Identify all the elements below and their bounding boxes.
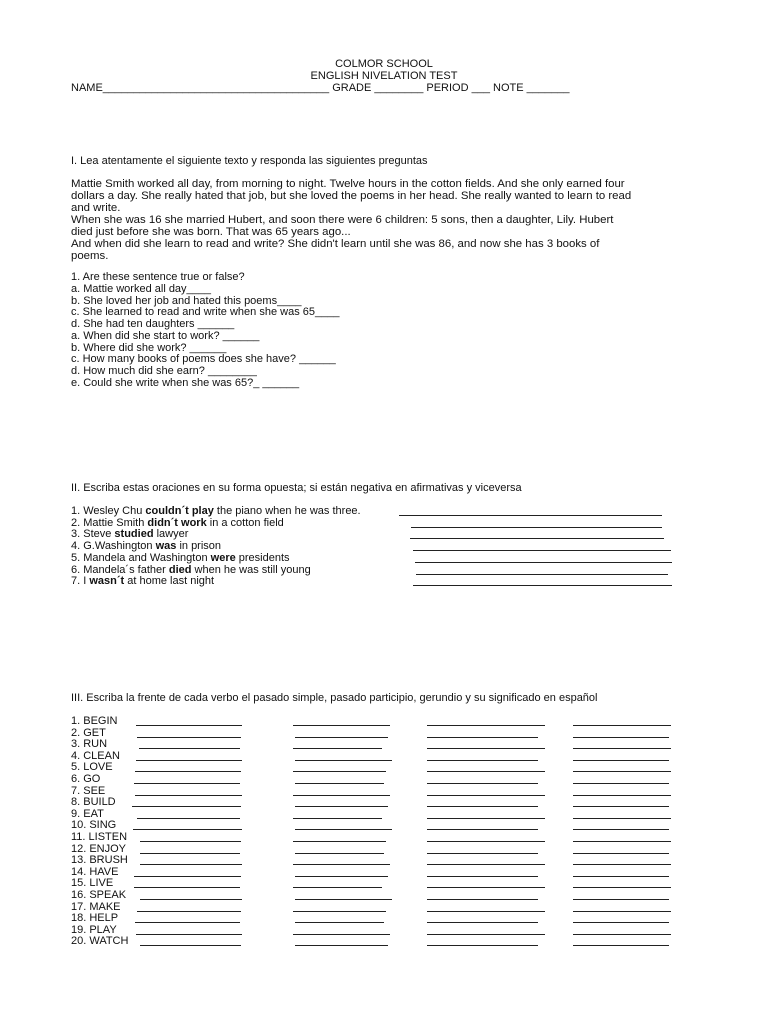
answer-line-gerund[interactable] [427, 945, 538, 946]
verb-highlight: was [155, 540, 177, 553]
answer-line-gerund[interactable] [427, 806, 538, 807]
verb-label: 20. WATCH [71, 935, 129, 948]
sentence-text: in a cotton field [206, 516, 284, 529]
verb-label: 14. HAVE [71, 865, 119, 878]
sentence-text: in prison [176, 540, 222, 553]
answer-line-gerund[interactable] [427, 899, 538, 900]
sentence-text: 1. Wesley Chu [71, 505, 146, 517]
answer-line-participle[interactable] [295, 945, 388, 946]
sentence-row [71, 564, 311, 576]
answer-line-past[interactable] [140, 864, 242, 865]
answer-line-past[interactable] [136, 725, 242, 726]
answer-line-past[interactable] [136, 760, 242, 761]
verb-label: 15. LIVE [71, 877, 114, 890]
passage-line: When she was 16 she married Hubert, and soon there were 6 children: 5 sons, then a daughter, Lily. Hubert [71, 214, 614, 226]
answer-line-gerund[interactable] [427, 876, 538, 877]
answer-line-past[interactable] [135, 771, 241, 772]
answer-line-meaning[interactable] [573, 760, 669, 761]
verb-highlight: were [210, 551, 236, 564]
answer-line-past[interactable] [137, 818, 240, 819]
answer-line-meaning[interactable] [573, 922, 669, 923]
answer-line-gerund[interactable] [427, 783, 538, 784]
verb-label: 2. GET [71, 726, 106, 739]
answer-line-participle[interactable] [295, 853, 384, 854]
answer-line-meaning[interactable] [573, 945, 669, 946]
verb-highlight: died [168, 563, 192, 576]
answer-line-participle[interactable] [293, 818, 382, 819]
verb-label: 9. EAT [71, 807, 104, 820]
answer-line-participle[interactable] [293, 771, 386, 772]
section-1-instruction: I. Lea atentamente el siguiente texto y responda las siguientes preguntas [71, 155, 428, 167]
answer-line-meaning[interactable] [573, 934, 671, 935]
answer-line-meaning[interactable] [573, 806, 669, 807]
verb-label: 10. SING [71, 819, 117, 832]
answer-line-gerund[interactable] [427, 795, 545, 796]
verb-highlight: wasn´t [89, 575, 125, 588]
verb-highlight: studied [114, 528, 154, 541]
answer-line-participle[interactable] [295, 829, 392, 830]
question-item: c. She learned to read and write when she was 65____ [71, 306, 340, 319]
passage-line: Mattie Smith worked all day, from morning to night. Twelve hours in the cotton fields. And she only earned four [71, 178, 625, 190]
answer-line-participle[interactable] [295, 899, 392, 900]
verb-label: 3. RUN [71, 738, 108, 751]
answer-line-gerund[interactable] [427, 818, 545, 819]
question-item: b. She loved her job and hated this poems____ [71, 294, 302, 307]
sentence-row [71, 575, 214, 587]
verb-label: 16. SPEAK [71, 889, 127, 901]
answer-line-past[interactable] [133, 829, 242, 830]
verb-label: 19. PLAY [71, 923, 117, 936]
answer-line-participle[interactable] [295, 876, 388, 877]
answer-line-gerund[interactable] [427, 922, 538, 923]
question-item: d. She had ten daughters ______ [71, 318, 235, 331]
answer-line[interactable] [410, 538, 664, 539]
answer-line-meaning[interactable] [573, 737, 669, 738]
answer-line-meaning[interactable] [573, 911, 671, 912]
answer-line-meaning[interactable] [573, 725, 671, 726]
answer-line-gerund[interactable] [427, 864, 545, 865]
answer-line-participle[interactable] [293, 934, 390, 935]
answer-line-participle[interactable] [293, 841, 386, 842]
sentence-text: 4. G.Washington [71, 540, 156, 553]
answer-line-participle[interactable] [295, 806, 388, 807]
verb-label: 11. LISTEN [71, 831, 128, 843]
questions-title: 1. Are these sentence true or false? [71, 271, 245, 283]
answer-line-meaning[interactable] [573, 887, 671, 888]
answer-line-meaning[interactable] [573, 795, 671, 796]
passage-line: And when did she learn to read and write? She didn't learn until she was 86, and now she has 3 books of [71, 238, 600, 250]
answer-line-past[interactable] [134, 887, 240, 888]
question-item: c. How many books of poems does she have? ______ [71, 353, 336, 366]
answer-line-meaning[interactable] [573, 841, 671, 842]
verb-highlight: didn´t work [147, 516, 207, 529]
sentence-row [71, 517, 284, 529]
answer-line[interactable] [399, 515, 662, 516]
answer-line-gerund[interactable] [427, 853, 538, 854]
sentence-text: 6. Mandela´s father [71, 563, 169, 576]
answer-line-past[interactable] [134, 783, 240, 784]
sentence-row [71, 540, 221, 552]
sentence-row [71, 552, 290, 564]
answer-line-past[interactable] [135, 922, 240, 923]
answer-line[interactable] [413, 585, 672, 586]
answer-line-participle[interactable] [293, 911, 386, 912]
sentence-text: 5. Mandela and Washington [71, 551, 211, 564]
answer-line-past[interactable] [137, 737, 241, 738]
verb-highlight: couldn´t play [145, 505, 214, 517]
sentence-row [71, 528, 188, 540]
question-item: b. Where did she work? ______ [71, 341, 227, 354]
answer-line-gerund[interactable] [427, 771, 545, 772]
answer-line-gerund[interactable] [427, 737, 538, 738]
answer-line-past[interactable] [136, 934, 242, 935]
verb-label: 13. BRUSH [71, 854, 128, 867]
passage-line: dollars a day. She really hated that job, but she loved the poems in her head. She really wanted to learn to read [71, 190, 632, 202]
verb-label: 1. BEGIN [71, 715, 118, 727]
sentence-text: the piano when he was three. [213, 505, 361, 517]
answer-line-past[interactable] [140, 945, 241, 946]
answer-line-past[interactable] [139, 748, 240, 749]
answer-line-past[interactable] [132, 806, 241, 807]
answer-line[interactable] [413, 550, 671, 551]
answer-line-past[interactable] [140, 841, 241, 842]
answer-line-gerund[interactable] [427, 748, 545, 749]
answer-line-gerund[interactable] [427, 887, 545, 888]
passage-line: poems. [71, 250, 109, 262]
answer-line-meaning[interactable] [573, 899, 669, 900]
verb-label: 17. MAKE [71, 900, 121, 913]
passage-line: died just before she was born. That was 65 years ago... [71, 226, 351, 238]
test-title: ENGLISH NIVELATION TEST [310, 70, 458, 82]
answer-line[interactable] [415, 562, 672, 563]
answer-line-participle[interactable] [295, 760, 392, 761]
verb-label: 4. CLEAN [71, 749, 120, 762]
sentence-text: presidents [235, 551, 290, 564]
answer-line-meaning[interactable] [573, 818, 671, 819]
answer-line[interactable] [416, 574, 668, 575]
answer-line-past[interactable] [134, 876, 241, 877]
sentence-text: 2. Mattie Smith [71, 516, 148, 529]
verb-label: 12. ENJOY [71, 842, 127, 855]
answer-line-past[interactable] [137, 911, 241, 912]
answer-line-participle[interactable] [293, 748, 382, 749]
answer-line-participle[interactable] [293, 725, 390, 726]
verb-label: 8. BUILD [71, 796, 116, 809]
sentence-text: 7. I [71, 575, 90, 588]
sentence-text: lawyer [153, 528, 189, 541]
section-3-instruction: III. Escriba la frente de cada verbo el pasado simple, pasado participio, gerundio y su significado en español [71, 692, 598, 704]
answer-line-gerund[interactable] [427, 934, 545, 935]
answer-line-participle[interactable] [293, 887, 382, 888]
passage-line: and write. [71, 202, 121, 214]
section-2-instruction: II. Escriba estas oraciones en su forma opuesta; si están negativa en afirmativas y viceversa [71, 482, 522, 494]
answer-line-past[interactable] [140, 899, 242, 900]
question-item: a. When did she start to work? ______ [71, 329, 260, 342]
sentence-text: at home last night [124, 575, 215, 588]
answer-line-meaning[interactable] [573, 771, 671, 772]
answer-line[interactable] [411, 527, 662, 528]
answer-line-meaning[interactable] [573, 829, 669, 830]
verb-label: 18. HELP [71, 912, 119, 925]
question-item: a. Mattie worked all day____ [71, 283, 212, 295]
student-info-fields: NAME_____________________________________ GRADE ________ PERIOD ___ NOTE _______ [71, 82, 570, 94]
answer-line-past[interactable] [140, 853, 240, 854]
answer-line-gerund[interactable] [427, 829, 538, 830]
question-item: d. How much did she earn? ________ [71, 364, 257, 377]
verb-label: 5. LOVE [71, 761, 113, 774]
verb-label: 6. GO [71, 773, 101, 785]
answer-line-meaning[interactable] [573, 876, 669, 877]
answer-line-gerund[interactable] [427, 725, 545, 726]
answer-line-participle[interactable] [295, 783, 384, 784]
answer-line-gerund[interactable] [427, 911, 545, 912]
answer-line-meaning[interactable] [573, 748, 671, 749]
sentence-text: 3. Steve [71, 528, 115, 541]
answer-line-meaning[interactable] [573, 864, 671, 865]
sentence-text: when he was still young [191, 563, 311, 576]
answer-line-participle[interactable] [293, 795, 390, 796]
answer-line-gerund[interactable] [427, 760, 538, 761]
answer-line-participle[interactable] [295, 922, 384, 923]
verb-label: 7. SEE [71, 784, 106, 797]
answer-line-meaning[interactable] [573, 783, 669, 784]
sentence-row [71, 505, 361, 517]
answer-line-participle[interactable] [295, 737, 388, 738]
question-item: e. Could she write when she was 65?_ ______ [71, 376, 300, 389]
answer-line-gerund[interactable] [427, 841, 545, 842]
answer-line-participle[interactable] [293, 864, 390, 865]
answer-line-past[interactable] [135, 795, 242, 796]
answer-line-meaning[interactable] [573, 853, 669, 854]
school-name: COLMOR SCHOOL [335, 58, 433, 70]
